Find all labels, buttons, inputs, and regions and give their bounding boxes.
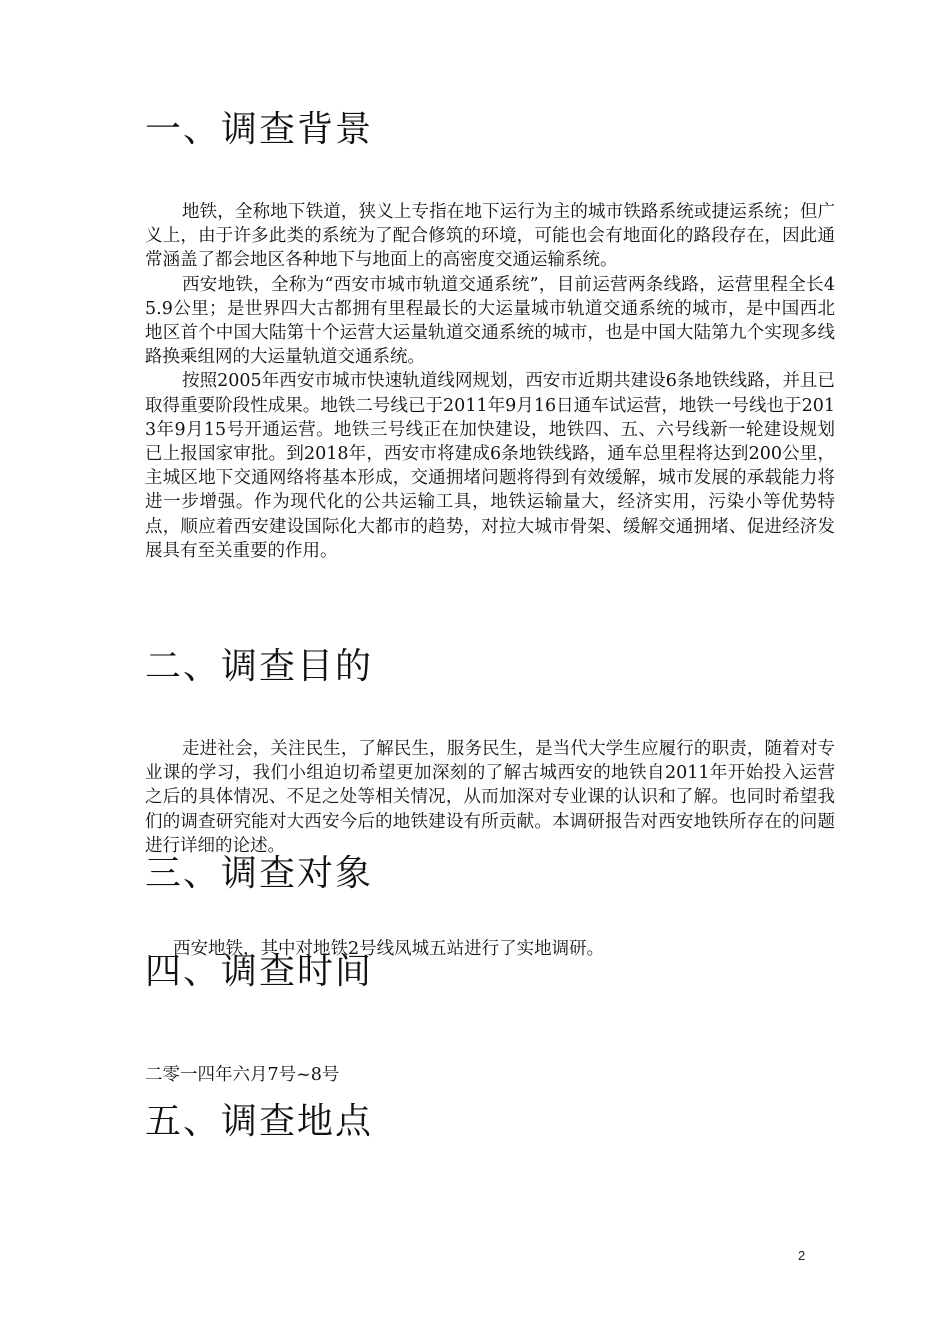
background-paragraph-1: 地铁，全称地下铁道，狭义上专指在地下运行为主的城市铁路系统或捷运系统；但广义上，由于许多此类的系统为了配合修筑的环境，可能也会有地面化的路段存在，因此通常涵盖了都会地区各种地下与地面上的高密度交通运输系统。	[145, 202, 835, 271]
heading-purpose: 二、调查目的	[145, 646, 374, 687]
time-paragraph-1: 二零一四年六月7号~8号	[145, 1065, 340, 1085]
heading-time: 四、调查时间	[145, 951, 374, 992]
heading-location: 五、调查地点	[145, 1101, 374, 1142]
background-section-body	[145, 200, 835, 563]
time-section-body	[145, 1063, 835, 1087]
background-paragraph-3: 按照2005年西安市城市快速轨道线网规划，西安市近期共建设6条地铁线路，并且已取得重要阶段性成果。地铁二号线已于2011年9月16日通车试运营，地铁一号线也于2013年9月15号开通运营。地铁三号线正在加快建设，地铁四、五、六号线新一轮建设规划已上报国家审批。到2018年，西安市将建成6条地铁线路，通车总里程将达到200公里，主城区地下交通网络将基本形成，交通拥堵问题将得到有效缓解，城市发展的承载能力将进一步增强。作为现代化的公共运输工具，地铁运输量大，经济实用，污染小等优势特点，顺应着西安建设国际化大都市的趋势，对拉大城市骨架、缓解交通拥堵、促进经济发展具有至关重要的作用。	[145, 371, 835, 561]
object-paragraph-1: 西安地铁，其中对地铁2号线凤城五站进行了实地调研。	[173, 939, 605, 959]
heading-object: 三、调查对象	[145, 853, 374, 894]
purpose-section-body	[145, 737, 835, 858]
background-paragraph-2: 西安地铁，全称为“西安市城市轨道交通系统”，目前运营两条线路，运营里程全长45.9公里；是世界四大古都拥有里程最长的大运量城市轨道交通系统的城市，是中国西北地区首个中国大陆第十个运营大运量轨道交通系统的城市，也是中国大陆第九个实现多线路换乘组网的大运量轨道交通系统。	[145, 274, 835, 368]
heading-background: 一、调查背景	[145, 109, 374, 150]
page-number: 2	[798, 1248, 806, 1263]
purpose-paragraph-1: 走进社会，关注民生，了解民生，服务民生，是当代大学生应履行的职责，随着对专业课的学习，我们小组迫切希望更加深刻的了解古城西安的地铁自2011年开始投入运营之后的具体情况、不足之处等相关情况，从而加深对专业课的认识和了解。也同时希望我们的调查研究能对大西安今后的地铁建设有所贡献。本调研报告对西安地铁所存在的问题进行详细的论述。	[145, 739, 835, 856]
